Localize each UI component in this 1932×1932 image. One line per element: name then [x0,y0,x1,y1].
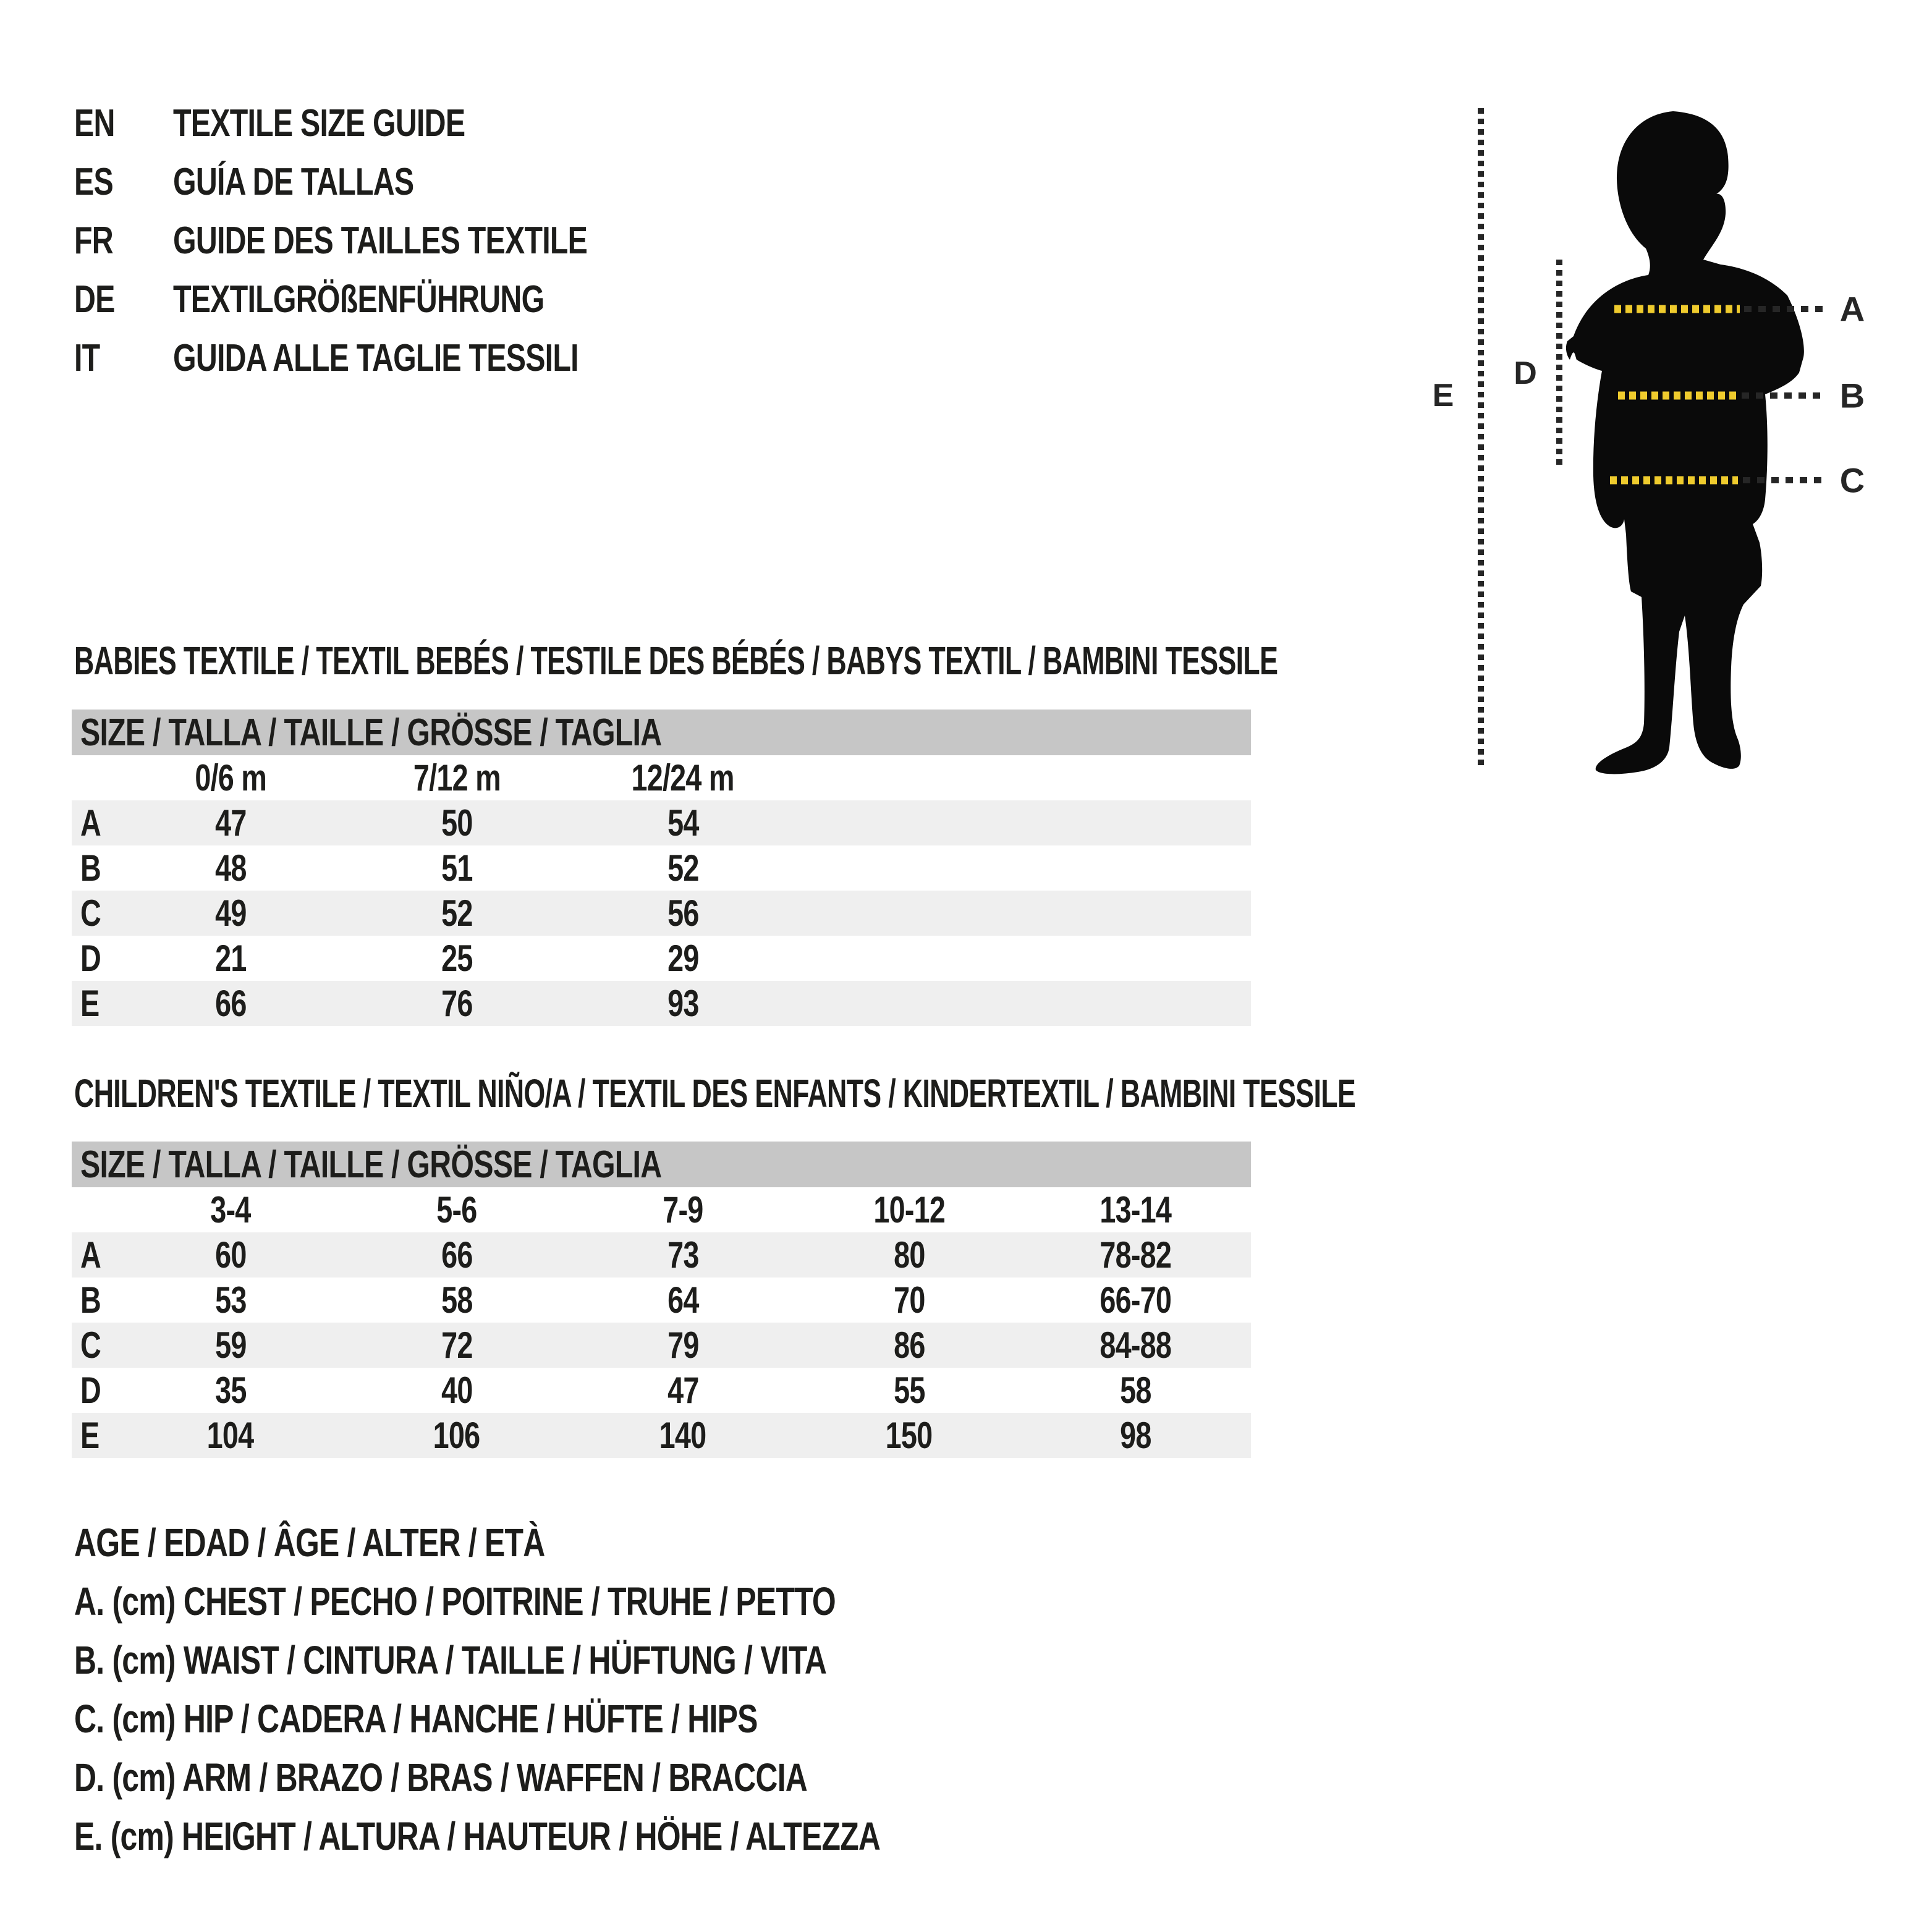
row-label: D [80,938,101,979]
language-code: DE [74,278,115,321]
legend-age-line: AGE / EDAD / ÂGE / ALTER / ETÀ [74,1520,545,1565]
table-row [72,891,1251,936]
row-label: A [80,1234,101,1276]
cell-value: 58 [441,1279,473,1321]
table-row [72,1413,1251,1458]
guide-title-en: TEXTILE SIZE GUIDE [173,102,465,145]
cell-value: 52 [667,847,699,889]
cell-value: 72 [441,1324,473,1366]
child-measurement-diagram [1421,80,1932,791]
size-header-label: SIZE / TALLA / TAILLE / GRÖSSE / TAGLIA [80,1143,662,1186]
diagram-label-a: A [1839,289,1865,329]
row-label: B [80,1279,101,1321]
cell-value: 106 [433,1415,480,1456]
diagram-label-c: C [1839,460,1865,500]
cell-value: 73 [667,1234,699,1276]
cell-value: 53 [214,1279,247,1321]
row-label: C [80,892,101,934]
cell-value: 64 [667,1279,699,1321]
diagram-label-b: B [1839,376,1865,415]
language-row-de [74,270,704,329]
cell-value: 66 [214,983,247,1024]
cell-value: 78-82 [1099,1234,1171,1276]
guide-title-it: GUIDA ALLE TAGLIE TESSILI [173,337,578,379]
cell-value: 66 [441,1234,473,1276]
language-row-it [74,329,704,388]
language-row-en [74,94,704,153]
babies-size-table [72,710,1251,1026]
language-row-es [74,153,704,211]
legend-chest-line: A. (cm) CHEST / PECHO / POITRINE / TRUHE / PETTO [74,1578,836,1624]
size-header-label: SIZE / TALLA / TAILLE / GRÖSSE / TAGLIA [80,711,662,754]
language-row-fr [74,211,704,270]
cell-value: 150 [886,1415,933,1456]
table-row [72,981,1251,1026]
babies-section-heading: BABIES TEXTILE / TEXTIL BEBÉS / TESTILE DES BÉBÉS / BABYS TEXTIL / BAMBINI TESSILE [74,638,1278,683]
row-label: B [80,847,101,889]
cell-value: 79 [667,1324,699,1366]
cell-value: 47 [214,802,247,844]
children-col-13-14: 13-14 [1099,1189,1171,1231]
children-col-5-6: 5-6 [436,1189,477,1231]
measurement-legend [74,1513,1108,1865]
guide-title-es: GUÍA DE TALLAS [173,161,414,203]
children-column-headers [72,1187,1251,1232]
cell-value: 86 [893,1324,925,1366]
row-label: E [80,983,100,1024]
children-size-table [72,1142,1251,1458]
children-col-7-9: 7-9 [663,1189,703,1231]
cell-value: 21 [214,938,247,979]
cell-value: 58 [1119,1370,1151,1411]
row-label: A [80,802,101,844]
cell-value: 84-88 [1099,1324,1171,1366]
table-row [72,1368,1251,1413]
cell-value: 80 [893,1234,925,1276]
cell-value: 54 [667,802,699,844]
language-code: EN [74,102,115,145]
babies-table-header-bar [72,710,1251,755]
cell-value: 51 [441,847,473,889]
cell-value: 66-70 [1099,1279,1171,1321]
children-col-10-12: 10-12 [873,1189,945,1231]
legend-arm-line: D. (cm) ARM / BRAZO / BRAS / WAFFEN / BRACCIA [74,1755,808,1800]
cell-value: 49 [214,892,247,934]
legend-hip-line: C. (cm) HIP / CADERA / HANCHE / HÜFTE / HIPS [74,1696,758,1741]
table-row [72,1232,1251,1277]
cell-value: 29 [667,938,699,979]
cell-value: 76 [441,983,473,1024]
children-section-heading: CHILDREN'S TEXTILE / TEXTIL NIÑO/A / TEXTIL DES ENFANTS / KINDERTEXTIL / BAMBINI TESSILE [74,1071,1356,1116]
cell-value: 47 [667,1370,699,1411]
children-table-header-bar [72,1142,1251,1187]
cell-value: 60 [214,1234,247,1276]
diagram-label-e: E [1432,378,1454,413]
babies-col-12-24m: 12/24 m [631,757,735,799]
row-label: E [80,1415,100,1456]
cell-value: 52 [441,892,473,934]
cell-value: 59 [214,1324,247,1366]
table-row [72,936,1251,981]
table-row [72,1277,1251,1323]
row-label: D [80,1370,101,1411]
table-row [72,1323,1251,1368]
babies-column-headers [72,755,1251,800]
guide-title-fr: GUIDE DES TAILLES TEXTILE [173,219,588,262]
cell-value: 35 [214,1370,247,1411]
language-title-list [74,94,704,388]
cell-value: 56 [667,892,699,934]
cell-value: 140 [659,1415,706,1456]
cell-value: 55 [893,1370,925,1411]
cell-value: 104 [207,1415,254,1456]
diagram-label-d: D [1514,355,1537,391]
language-code: ES [74,161,113,203]
babies-col-7-12m: 7/12 m [413,757,501,799]
guide-title-de: TEXTILGRÖßENFÜHRUNG [173,278,544,321]
language-code: FR [74,219,113,262]
cell-value: 93 [667,983,699,1024]
cell-value: 25 [441,938,473,979]
cell-value: 70 [893,1279,925,1321]
babies-col-0-6m: 0/6 m [195,757,266,799]
legend-height-line: E. (cm) HEIGHT / ALTURA / HAUTEUR / HÖHE / ALTEZZA [74,1813,881,1858]
legend-waist-line: B. (cm) WAIST / CINTURA / TAILLE / HÜFTUNG / VITA [74,1637,827,1682]
cell-value: 40 [441,1370,473,1411]
table-row [72,845,1251,891]
row-label: C [80,1324,101,1366]
children-col-3-4: 3-4 [210,1189,251,1231]
table-row [72,800,1251,845]
cell-value: 48 [214,847,247,889]
cell-value: 98 [1119,1415,1151,1456]
language-code: IT [74,337,100,379]
cell-value: 50 [441,802,473,844]
